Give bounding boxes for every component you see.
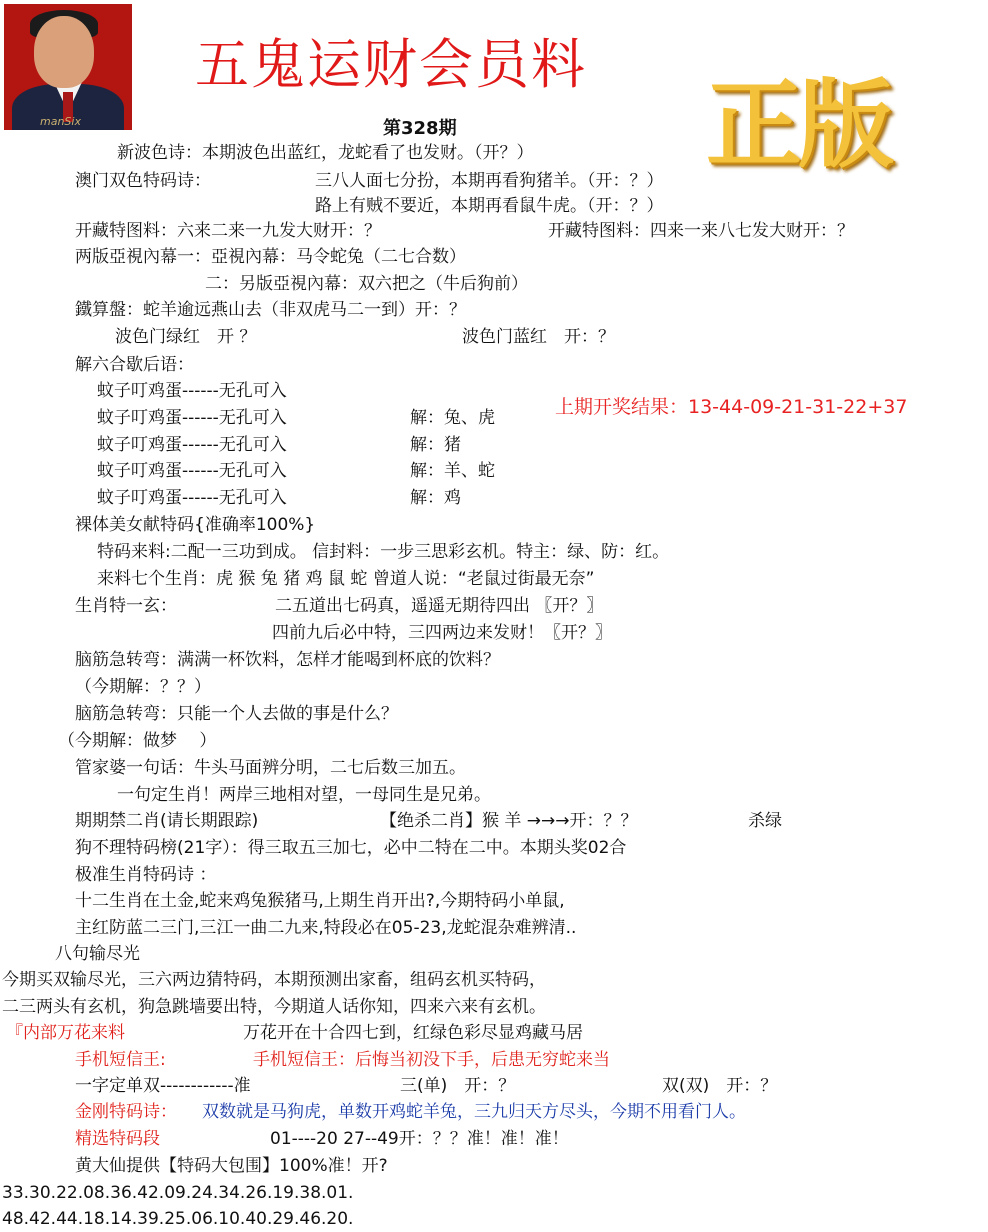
- line-single-even: 双(双) 开：？: [662, 1076, 778, 1096]
- line-xiehouyu-header: 解六合歇后语：: [75, 355, 194, 375]
- line-accurate-poem-2: 主红防蓝二三门,三江一曲二九来,特段必在05-23,龙蛇混杂难辨清..: [75, 918, 577, 938]
- line-wave-blue-red: 波色门蓝红 开：？: [462, 327, 615, 347]
- line-single-odd: 三(单) 开：？: [400, 1076, 516, 1096]
- line-eight-sentences-header: 八句输尽光: [55, 944, 140, 964]
- line-sms-king-text: 手机短信王：后悔当初没下手，后患无穷蛇来当: [253, 1050, 610, 1070]
- line-xiehouyu-4-answer: 解：羊、蛇: [410, 461, 495, 481]
- line-xiehouyu-2: 蚊子叮鸡蛋------无孔可入: [97, 408, 287, 428]
- line-xiehouyu-3: 蚊子叮鸡蛋------无孔可入: [97, 435, 287, 455]
- line-accurate-poem-header: 极准生肖特码诗 ：: [75, 865, 217, 885]
- line-zodiac-xuan-1: 二五道出七码真，遥遥无期待四出 〖开？〗: [275, 596, 604, 616]
- line-xiehouyu-2-answer: 解：兔、虎: [410, 408, 495, 428]
- line-kaicang-right: 开藏特图料：四来一来八七发大财开：？: [548, 221, 854, 241]
- line-accurate-poem-1: 十二生肖在土金,蛇来鸡兔猴猪马,上期生肖开出?,今期特码小单鼠,: [75, 891, 565, 911]
- line-numbers-2: 48.42.44.18.14.39.25.06.10.40.29.46.20.: [2, 1209, 354, 1229]
- page-title: 五鬼运财会员料: [195, 33, 587, 96]
- line-selected-label: 精选特码段: [75, 1129, 160, 1149]
- issue-number: 第328期: [383, 118, 457, 139]
- line-special-source: 特码来料:二配一三功到成。 信封料：一步三思彩玄机。特主：绿、防：红。: [97, 542, 670, 562]
- line-riddle-1: 脑筋急转弯：满满一杯饮料，怎样才能喝到杯底的饮料？: [75, 650, 500, 670]
- line-selected-range: 01----20 27--49开：？？准！准！准！: [270, 1129, 569, 1149]
- line-ban-two-label: 期期禁二肖(请长期跟踪): [75, 811, 259, 831]
- line-goubuli: 狗不理特码榜(21字）：得三取五三加七，必中二特在二中。本期头奖02合: [75, 838, 627, 858]
- line-one-sentence: 一句定生肖！两岸三地相对望，一母同生是兄弟。: [117, 785, 491, 805]
- photo-caption: manSix: [40, 115, 81, 128]
- line-macau-poem-1: 三八人面七分扮，本期再看狗猪羊。（开：？）: [315, 171, 664, 191]
- line-jingang-label: 金刚特码诗：: [75, 1102, 177, 1122]
- line-numbers-1: 33.30.22.08.36.42.09.24.34.26.19.38.01.: [2, 1183, 354, 1203]
- face-shape: [34, 16, 94, 88]
- line-single-double: 一字定单双------------准: [75, 1076, 251, 1096]
- portrait-photo: [4, 4, 132, 130]
- line-wanhua-text: 万花开在十合四七到，红绿色彩尽显鸡藏马居: [243, 1023, 583, 1043]
- line-riddle-2-answer: （今期解：做梦 ）: [58, 731, 217, 751]
- line-zodiac-xuan-2: 四前九后必中特，三四两边来发财！〖开？〗: [272, 623, 612, 643]
- line-xiehouyu-5: 蚊子叮鸡蛋------无孔可入: [97, 488, 287, 508]
- line-zodiac-xuan-label: 生肖特一玄：: [75, 596, 177, 616]
- line-xiehouyu-1: 蚊子叮鸡蛋------无孔可入: [97, 381, 287, 401]
- zhengban-badge: 正版: [706, 68, 890, 181]
- line-ban-two-detail: 【绝杀二肖】猴 羊 →→→开：？？: [380, 811, 638, 831]
- line-xiehouyu-3-answer: 解：猪: [410, 435, 461, 455]
- line-huangdaxian: 黄大仙提供【特码大包围】100%准！开?: [75, 1156, 388, 1176]
- last-result: 上期开奖结果：13-44-09-21-31-22+37: [555, 396, 908, 418]
- line-atv-2: 二：另版亞視內幕：双六把之（牛后狗前）: [205, 274, 528, 294]
- line-seven-zodiac: 来料七个生肖：虎 猴 兔 猪 鸡 鼠 蛇 曾道人说：“老鼠过街最无奈”: [97, 569, 595, 589]
- line-atv-1: 两版亞視內幕一：亞視內幕：马令蛇兔（二七合数）: [75, 247, 466, 267]
- line-bose-poem: 新波色诗：本期波色出蓝红，龙蛇看了也发财。（开？）: [117, 143, 534, 163]
- line-jingang-text: 双数就是马狗虎，单数开鸡蛇羊兔，三九归天方尽头，今期不用看门人。: [202, 1102, 746, 1122]
- line-eight-sentences-1: 今期买双输尽光，三六两边猜特码，本期预测出家畜，组码玄机买特码，: [2, 970, 546, 990]
- line-naked-beauty: 裸体美女献特码{准确率100%}: [75, 515, 316, 535]
- line-riddle-1-answer: （今期解：？？）: [75, 677, 211, 697]
- line-wanhua-label: 『内部万花来料: [6, 1023, 125, 1043]
- line-macau-label: 澳门双色特码诗：: [75, 171, 211, 191]
- line-xiehouyu-5-answer: 解：鸡: [410, 488, 461, 508]
- line-wave-green-red: 波色门绿红 开 ？: [115, 327, 257, 347]
- line-sms-king-label: 手机短信王:: [75, 1050, 166, 1070]
- line-kaicang-left: 开藏特图料：六来二来一九发大财开：？: [75, 221, 381, 241]
- line-eight-sentences-2: 二三两头有玄机，狗急跳墙要出特，今期道人话你知，四来六来有玄机。: [2, 997, 546, 1017]
- line-abacus: 鐵算盤：蛇羊逾远燕山去（非双虎马二一到）开：？: [75, 300, 466, 320]
- line-xiehouyu-4: 蚊子叮鸡蛋------无孔可入: [97, 461, 287, 481]
- line-kill-green: 杀绿: [748, 811, 782, 831]
- line-housekeeper: 管家婆一句话：牛头马面辨分明，二七后数三加五。: [75, 758, 466, 778]
- line-riddle-2: 脑筋急转弯：只能一个人去做的事是什么？: [75, 704, 398, 724]
- line-macau-poem-2: 路上有贼不要近，本期再看鼠牛虎。（开：？）: [315, 196, 664, 216]
